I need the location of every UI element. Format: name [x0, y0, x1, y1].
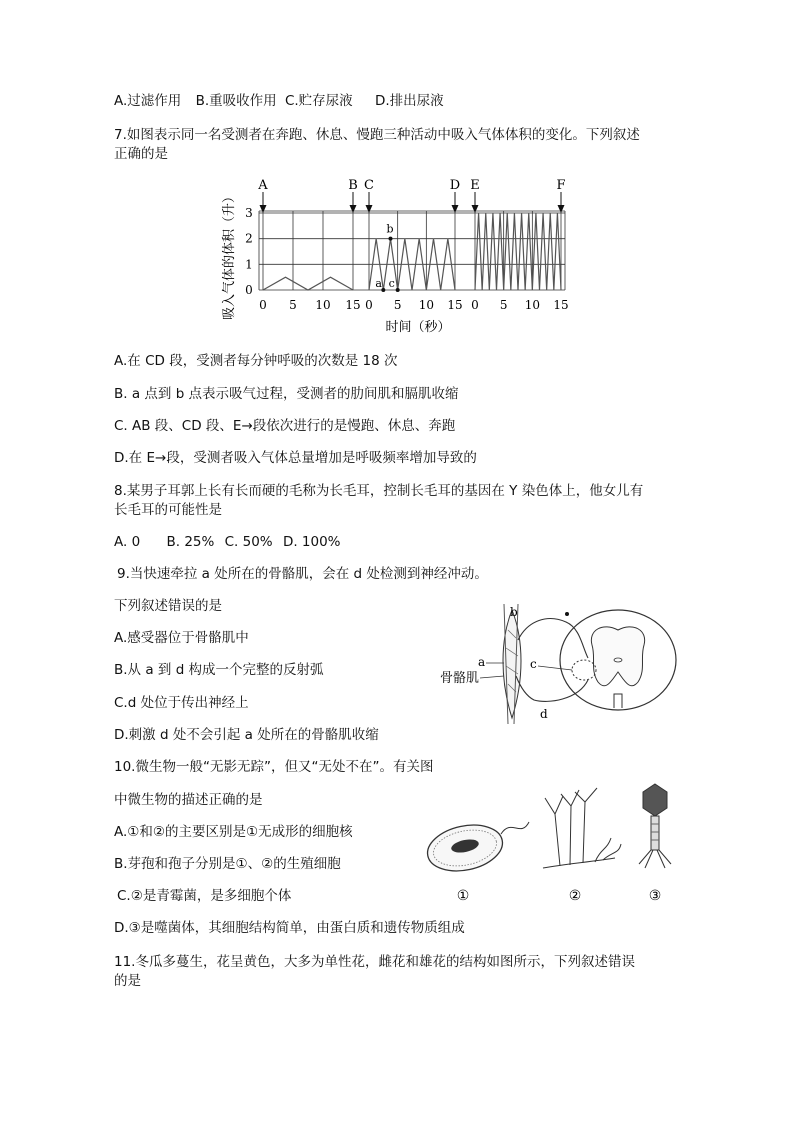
marker-label: F: [556, 178, 566, 193]
q6-options: [114, 92, 454, 110]
q8-stem-line2: 长毛耳的可能性是: [114, 502, 222, 518]
q11-stem-line1: 11.冬瓜多蔓生，花呈黄色，大多为单性花，雌花和雄花的结构如图所示，下列叙述错误: [114, 954, 635, 970]
q8-option-c: C. 50%: [224, 534, 273, 550]
point-a: [381, 288, 385, 292]
q9-option-d: D.刺激 d 处不会引起 a 处所在的骨骼肌收缩: [114, 727, 379, 743]
q7-option-c: C. AB 段、CD 段、E→段依次进行的是慢跑、休息、奔跑: [114, 418, 456, 434]
marker-label: E: [470, 178, 480, 193]
microbes-figure: [415, 778, 685, 908]
q10-option-a: A.①和②的主要区别是①无成形的细胞核: [114, 824, 353, 840]
label-circle-2: ②: [568, 888, 582, 904]
marker-arrow: [260, 205, 267, 213]
q9-stem-line1: 9.当快速牵拉 a 处所在的骨骼肌，会在 d 处检测到神经冲动。: [117, 566, 488, 582]
q9-stem-line2: 下列叙述错误的是: [114, 598, 222, 614]
point-c: [396, 288, 400, 292]
marker-label: B: [348, 178, 358, 193]
marker-label: C: [364, 178, 374, 193]
breathing-chart: [215, 175, 595, 335]
x-tick-label: 0: [471, 298, 479, 312]
x-tick-label: 10: [315, 298, 331, 312]
marker-arrow: [350, 205, 357, 213]
x-tick-label: 0: [365, 298, 373, 312]
q10-option-c: C.②是青霉菌，是多细胞个体: [117, 888, 292, 904]
q6-option-a: A.过滤作用: [114, 93, 182, 109]
x-tick-label: 5: [499, 298, 508, 312]
q9-option-b: B.从 a 到 d 构成一个完整的反射弧: [114, 662, 324, 678]
marker-arrow: [366, 205, 373, 213]
q8-option-b: B. 25%: [166, 534, 215, 550]
series-line-ef: [475, 213, 561, 290]
x-tick-label: 15: [447, 298, 463, 312]
marker-arrow: [558, 205, 565, 213]
q7-option-d: D.在 E→段，受测者吸入气体总量增加是呼吸频率增加导致的: [114, 450, 477, 466]
q6-option-b: B.重吸收作用: [195, 93, 277, 109]
y-tick-label: 1: [245, 257, 253, 272]
y-tick-label: 2: [245, 231, 253, 246]
chart-ylabel: 吸入气体的体积（升）: [222, 189, 237, 321]
q8-stem-line1: 8.某男子耳郭上长有长而硬的毛称为长毛耳，控制长毛耳的基因在 Y 染色体上，他女儿有: [114, 483, 644, 499]
q10-stem-line2: 中微生物的描述正确的是: [114, 792, 263, 808]
x-tick-label: 5: [289, 298, 297, 312]
series-line-ab: [263, 277, 353, 290]
x-tick-label: 15: [345, 298, 361, 312]
q6-option-d: D.排出尿液: [374, 93, 444, 109]
label-c: c: [530, 657, 537, 671]
q10-stem-line1: 10.微生物一般“无影无踪”，但又“无处不在”。有关图: [114, 759, 434, 775]
x-tick-label: 0: [259, 298, 267, 312]
marker-label: D: [449, 178, 461, 193]
reflex-arc-figure: [438, 600, 678, 730]
point-label-a: a: [375, 277, 382, 290]
y-tick-label: 3: [245, 206, 253, 220]
q7-stem-line1: 7.如图表示同一名受测者在奔跑、休息、慢跑三种活动中吸入气体体积的变化。下列叙述: [114, 127, 640, 143]
point-label-b: b: [386, 222, 394, 236]
marker-label: A: [258, 178, 268, 193]
marker-arrow: [452, 205, 459, 213]
x-tick-label: 5: [393, 298, 402, 312]
phage-drawing: [639, 784, 671, 868]
label-b: b: [510, 605, 518, 619]
label-a: a: [478, 655, 486, 669]
q10-option-b: B.芽孢和孢子分别是①、②的生殖细胞: [114, 856, 341, 872]
q8-options: [114, 533, 341, 551]
q10-option-d: D.③是噬菌体，其细胞结构简单，由蛋白质和遗传物质组成: [114, 920, 465, 936]
point-label-c: c: [388, 277, 395, 290]
chart-xlabel: 时间（秒）: [385, 320, 451, 335]
x-tick-label: 15: [553, 298, 569, 312]
x-tick-label: 10: [524, 298, 540, 312]
x-tick-label: 10: [418, 298, 434, 312]
label-d: d: [540, 707, 548, 721]
y-tick-label: 0: [245, 283, 253, 297]
label-skeletal-muscle: 骨骼肌: [440, 671, 480, 686]
q8-option-a: A. 0: [114, 534, 141, 550]
q9-option-a: A.感受器位于骨骼肌中: [114, 630, 249, 646]
q7-option-b: B. a 点到 b 点表示吸气过程，受测者的肋间肌和膈肌收缩: [114, 386, 459, 402]
point-b: [389, 237, 393, 241]
q11-stem-line2: 的是: [114, 973, 141, 989]
q7-option-a: A.在 CD 段，受测者每分钟呼吸的次数是 18 次: [114, 353, 398, 369]
marker-arrow: [472, 205, 479, 213]
q8-option-d: D. 100%: [282, 534, 341, 550]
q6-option-c: C.贮存尿液: [284, 93, 353, 109]
q7-stem-line2: 正确的是: [114, 146, 168, 162]
label-circle-3: ③: [648, 888, 662, 904]
bacterium-drawing: [423, 819, 529, 878]
label-circle-1: ①: [456, 888, 470, 904]
q9-option-c: C.d 处位于传出神经上: [114, 695, 249, 711]
chart-series: [263, 213, 561, 292]
mold-drawing: [543, 788, 621, 868]
